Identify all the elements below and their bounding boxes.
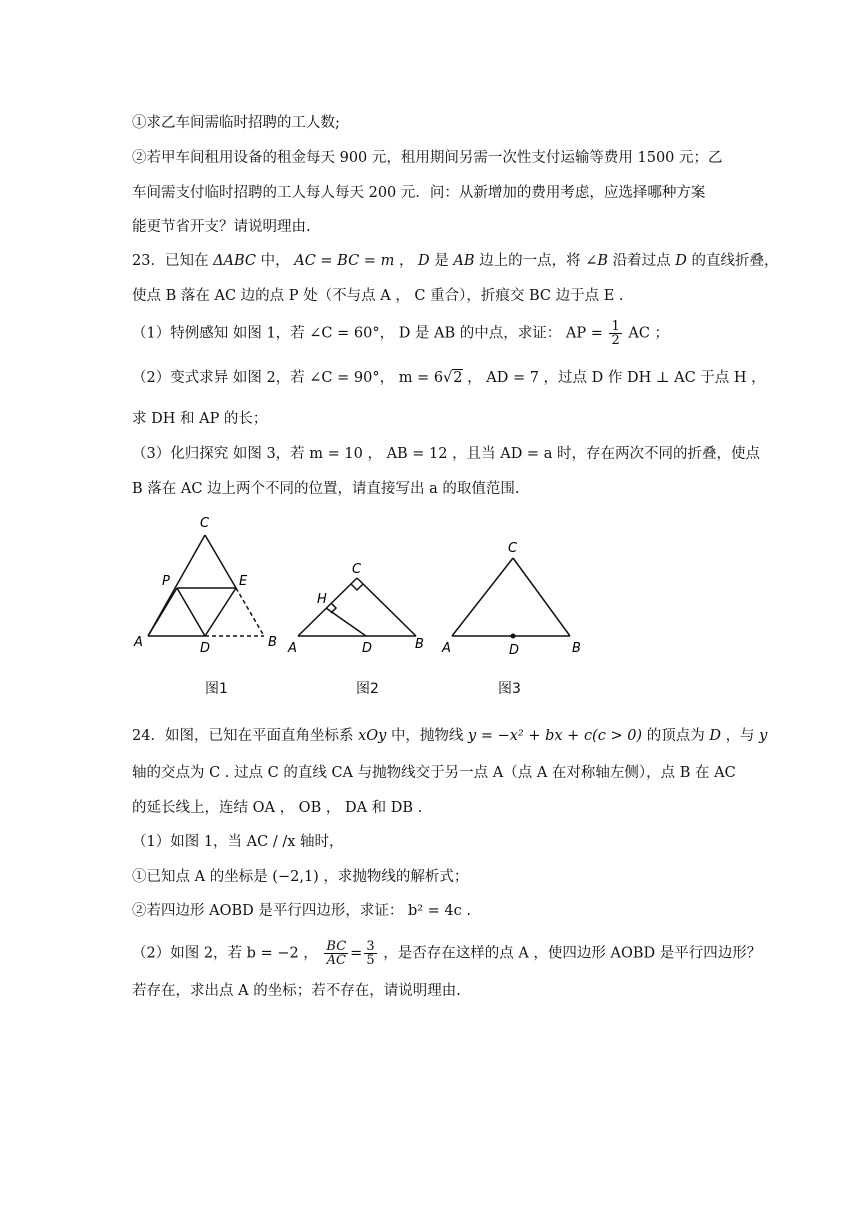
q23-text: 23．已知在 (132, 253, 209, 269)
fig1-label-p: P (162, 574, 170, 589)
q24-text: ，与 (725, 728, 755, 744)
fig2-caption: 图2 (356, 681, 379, 697)
q23-text: 边上的一点，将 (479, 253, 581, 269)
q23-math: D (418, 253, 430, 269)
fig3-point-d (511, 634, 516, 639)
q23-line1 (132, 250, 779, 272)
equals-sign: = (350, 945, 363, 962)
q22-sub2-line3: 能更节省开支？请说明理由. (132, 219, 311, 235)
fig1-label-a: A (134, 635, 143, 650)
fig1-dashed-eb (236, 588, 264, 636)
fig2-label-a: A (288, 641, 297, 656)
fig1-side-cb (205, 535, 236, 588)
q24-line3: 的延长线上，连结 OA ， OB ， DA 和 DB . (132, 800, 423, 816)
q23-math: AC = BC = m (294, 253, 395, 269)
fig1-fold-pd (177, 588, 205, 636)
q24-part2-text-end: ，是否存在这样的点 A ，使四边形 AOBD 是平行四边形？ (383, 945, 762, 962)
q23-part2 (132, 367, 766, 389)
q22-sub1: ①求乙车间需临时招聘的工人数; (132, 115, 340, 131)
q23-part1 (132, 320, 669, 347)
figure-3 (452, 558, 570, 636)
q24-math: D (709, 728, 721, 744)
fig2-label-d: D (362, 641, 373, 656)
fig3-caption: 图3 (498, 681, 521, 697)
sqrt-radicand: 2 (453, 370, 463, 386)
q24-part2-text: （2）如图 2，若 b = −2 ， (132, 945, 318, 962)
fig2-label-b: B (415, 637, 424, 652)
fig3-side-cb (513, 558, 570, 636)
fig2-label-c: C (352, 562, 362, 577)
frac-num: 1 (611, 319, 620, 334)
q22-sub2-line2: 车间需支付临时招聘的工人每人每天 200 元．问：从新增加的费用考虑，应选择哪种方案 (132, 185, 706, 201)
q23-math: AB (453, 253, 475, 269)
sqrt-symbol: √ (443, 370, 453, 386)
q23-part3-line2: B 落在 AC 边上两个不同的位置，请直接写出 a 的取值范围. (132, 481, 520, 497)
q24-math: y = −x² + bx + c(c > 0) (468, 728, 643, 744)
q23-math: ΔABC (213, 253, 257, 269)
fig1-label-e: E (239, 574, 248, 589)
q24-text: 的顶点为 (646, 728, 705, 744)
fig2-side-cb (357, 578, 416, 636)
q23-text: 中， (260, 253, 290, 269)
frac-num: BC (326, 939, 347, 954)
q23-part3-line1: （3）化归探究 如图 3，若 m = 10 ， AB = 12 ，且当 AD = a 时，存在两次不同的折叠，使点 (132, 446, 760, 462)
frac-den: 5 (366, 953, 375, 968)
fig3-label-d: D (509, 643, 520, 658)
fraction-one-half (609, 320, 621, 347)
fig1-label-c: C (200, 516, 210, 531)
q23-text: 沿着过点 (612, 253, 671, 269)
fig2-right-angle-h (331, 603, 336, 613)
q23-math: D (675, 253, 687, 269)
q24-part2 (132, 940, 761, 967)
q24-text: 中，抛物线 (390, 728, 464, 744)
q24-part1-sub1: ①已知点 A 的坐标是 (−2,1) ，求抛物线的解析式； (132, 869, 469, 885)
q23-text: 的直线折叠， (691, 253, 779, 269)
q24-line2: 轴的交点为 C . 过点 C 的直线 CA 与抛物线交于另一点 A（点 A 在对称轴左侧），点 B 在 AC (132, 765, 736, 781)
fig1-caption: 图1 (205, 681, 228, 697)
fraction-three-fifths (364, 940, 376, 967)
q23-part1-text: （1）特例感知 如图 1，若 ∠C = 60°， D 是 AB 的中点，求证： AP = (132, 325, 603, 342)
fig3-label-c: C (508, 541, 518, 556)
fig1-label-b: B (268, 635, 277, 650)
q24-text: 24．如图，已知在平面直角坐标系 (132, 728, 354, 744)
q23-math: ∠B (585, 253, 609, 269)
q23-part2-text-end: ， AD = 7 ，过点 D 作 DH ⊥ AC 于点 H ， (467, 370, 766, 386)
q23-text: 是 (434, 253, 449, 269)
fig2-label-h: H (317, 592, 327, 607)
frac-den: AC (326, 953, 346, 968)
q24-math: y (759, 728, 768, 744)
q23-part2-text: （2）变式求异 如图 2，若 ∠C = 90°， m = 6 (132, 370, 444, 386)
frac-den: 2 (611, 333, 620, 348)
q23-part2-line2: 求 DH 和 AP 的长； (132, 411, 268, 427)
q23-line2: 使点 B 落在 AC 边的点 P 处（不与点 A ， C 重合），折痕交 BC 边于点 E . (132, 288, 624, 304)
fig1-seg-ad-p (148, 588, 177, 636)
fig2-side-ac (298, 578, 357, 636)
fig2-right-angle-c (351, 584, 363, 590)
q24-line1 (132, 725, 767, 747)
frac-num: 3 (366, 939, 375, 954)
q24-math: xOy (358, 728, 387, 744)
fig1-fold-de (205, 588, 236, 636)
fig3-label-b: B (572, 641, 581, 656)
q24-part1: （1）如图 1，当 AC / /x 轴时， (132, 834, 344, 850)
geometry-figures (0, 510, 865, 710)
fraction-bc-ac (324, 940, 348, 967)
figure-2 (298, 578, 416, 636)
fig1-label-d: D (200, 641, 211, 656)
q24-part1-sub2: ②若四边形 AOBD 是平行四边形，求证： b² = 4c . (132, 903, 471, 919)
q24-part2-line2: 若存在，求出点 A 的坐标；若不存在，请说明理由. (132, 983, 461, 999)
q22-sub2-line1: ②若甲车间租用设备的租金每天 900 元，租用期间另需一次性支付运输等费用 1500 元；乙 (132, 150, 723, 166)
fig3-label-a: A (442, 641, 451, 656)
q23-text: ， (398, 253, 414, 269)
q23-part1-text-end: AC ； (628, 325, 670, 342)
fig3-side-ac (452, 558, 513, 636)
